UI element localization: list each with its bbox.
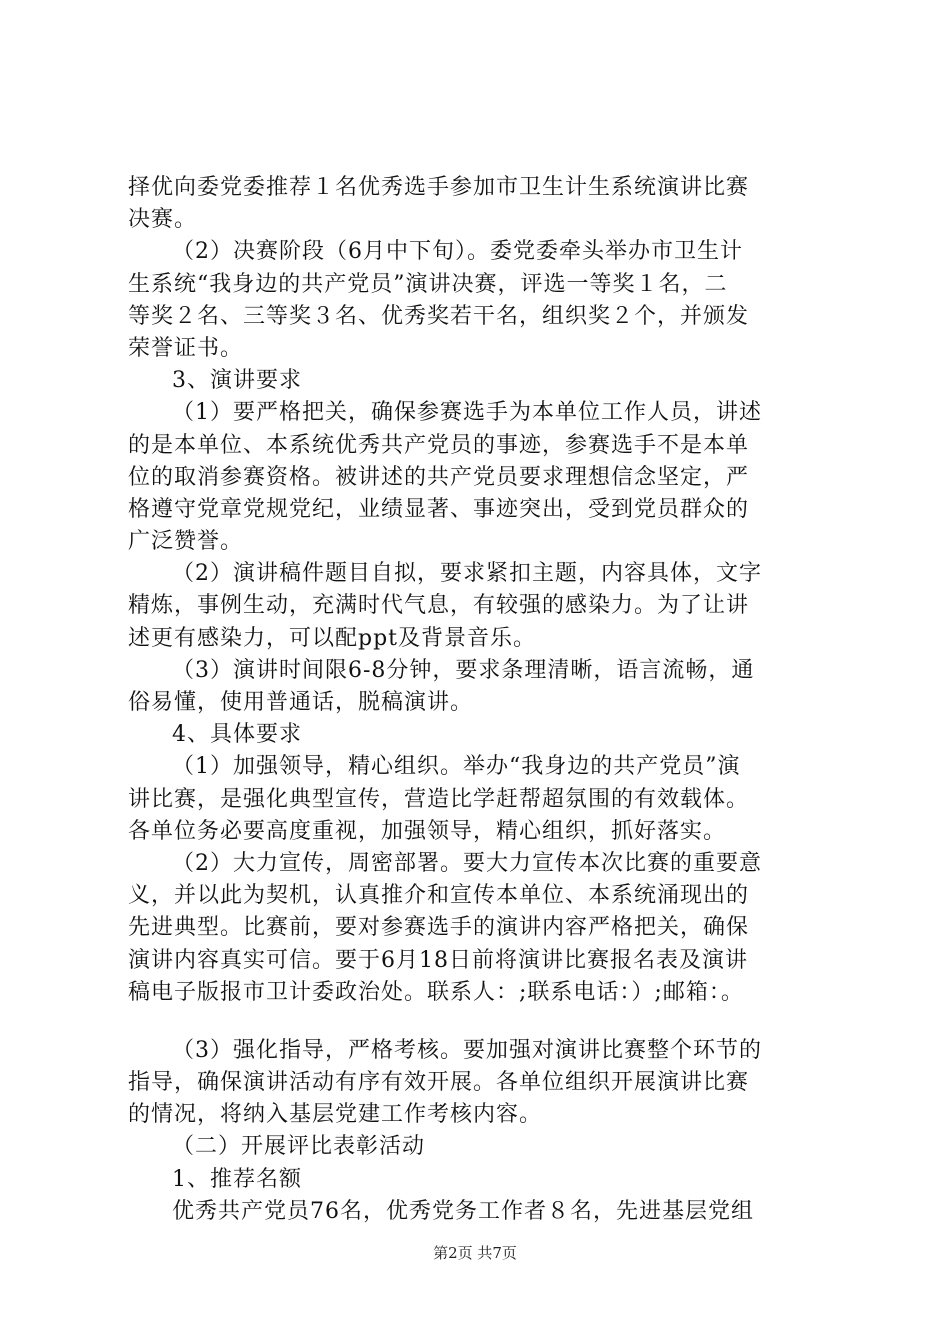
text-line: 的是本单位、本系统优秀共产党员的事迹，参赛选手不是本单 [128,432,750,458]
text-line: 俗易懂，使用普通话，脱稿演讲。 [128,690,474,715]
text-line: 荣誉证书。 [128,335,244,361]
text-line: 稿电子版报市卫计委政治处。联系人：;联系电话：）;邮箱：。 [128,979,744,1005]
text-line: （3）强化指导，严格考核。要加强对演讲比赛整个环节的 [172,1037,762,1063]
text-line: 生系统“我身边的共产党员”演讲决赛，评选一等奖１名，二 [128,271,728,297]
section-heading: 3、演讲要求 [172,368,302,394]
page-footer: 第2页 共7页 [433,1244,517,1262]
text-line: 演讲内容真实可信。要于6月18日前将演讲比赛报名表及演讲 [128,947,748,973]
text-line: 广泛赞誉。 [128,529,244,555]
text-line: 优秀共产党员76名，优秀党务工作者８名，先进基层党组 [172,1198,754,1224]
text-line: （1）加强领导，精心组织。举办“我身边的共产党员”演 [172,754,741,780]
text-line: 择优向委党委推荐１名优秀选手参加市卫生计生系统演讲比赛 [128,175,750,200]
text-line: 指导，确保演讲活动有序有效开展。各单位组织开展演讲比赛 [128,1070,750,1096]
text-line: 的情况，将纳入基层党建工作考核内容。 [128,1102,543,1128]
text-line: （2）大力宣传，周密部署。要大力宣传本次比赛的重要意 [172,850,762,876]
subsection-heading: 1、推荐名额 [172,1166,302,1192]
text-line: 决赛。 [128,207,198,233]
text-line: （3）演讲时间限6-8分钟，要求条理清晰，语言流畅，通 [172,657,755,683]
text-line: （2）演讲稿件题目自拟，要求紧扣主题，内容具体，文字 [172,561,762,587]
text-line: 精炼，事例生动，充满时代气息，有较强的感染力。为了让讲 [128,593,750,619]
text-line: 义，并以此为契机，认真推介和宣传本单位、本系统涌现出的 [128,883,750,909]
text-line: 讲比赛，是强化典型宣传，营造比学赶帮超氛围的有效载体。 [128,786,750,812]
text-line: （1）要严格把关，确保参赛选手为本单位工作人员，讲述 [172,400,762,426]
text-line: 各单位务必要高度重视，加强领导，精心组织，抓好落实。 [128,818,727,844]
section-heading: （二）开展评比表彰活动 [172,1134,426,1160]
document-body [128,172,828,1228]
text-line: 格遵守党章党规党纪，业绩显著、事迹突出，受到党员群众的 [128,496,750,522]
paragraph-gap [128,1009,828,1035]
text-line: 先进典型。比赛前，要对参赛选手的演讲内容严格把关，确保 [128,915,750,941]
text-line: 位的取消参赛资格。被讲述的共产党员要求理想信念坚定，严 [128,464,750,490]
section-heading: 4、具体要求 [172,722,302,748]
text-line: 述更有感染力，可以配ppt及背景音乐。 [128,625,537,651]
text-line: （2）决赛阶段（6月中下旬）。委党委牵头举办市卫生计 [172,239,743,265]
text-line: 等奖２名、三等奖３名、优秀奖若干名，组织奖２个，并颁发 [128,303,750,329]
